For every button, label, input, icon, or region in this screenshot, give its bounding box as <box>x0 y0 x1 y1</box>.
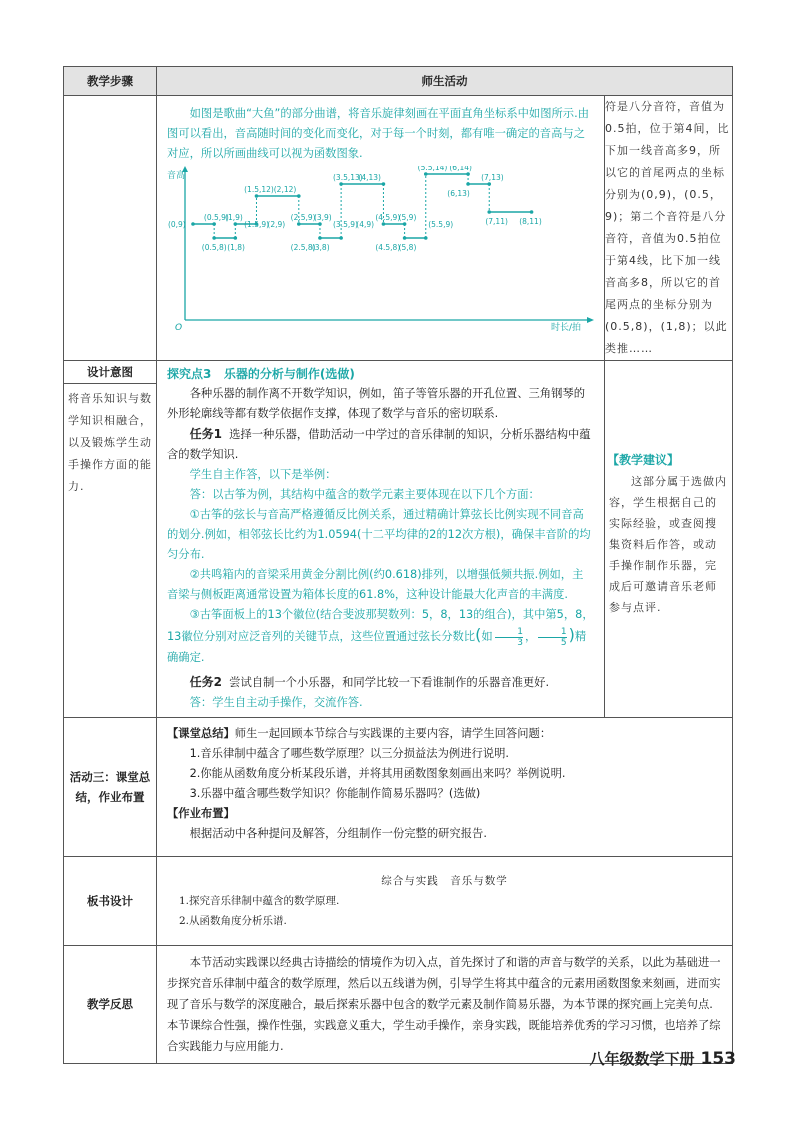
point-label-bottom: (3,8) <box>311 243 330 252</box>
board-line-2: 2.从函数角度分析乐谱. <box>179 914 287 927</box>
summary-intro: 师生一起回顾本节综合与实践课的主要内容，请学生回答问题： <box>234 726 552 740</box>
point-label-bottom: (1,8) <box>227 243 245 252</box>
point-label-top: (1.5,12) <box>244 185 274 194</box>
point-label-bottom: (2.5,8) <box>290 243 316 252</box>
fraction-1-3 <box>495 627 523 648</box>
suggestion-title: 【教学建议】 <box>607 453 680 467</box>
x-axis-arrow <box>587 317 594 323</box>
homework-text: 根据活动中各种提问及解答，分组制作一份完整的研究报告. <box>189 826 487 840</box>
exploration-title <box>167 364 594 384</box>
reflection-content <box>157 945 733 1063</box>
page-number: 153 <box>700 1049 736 1069</box>
point-label-top: (6,13) <box>447 189 470 198</box>
suggestion-text: 这部分属于选做内容，学生根据自己的实际经验，或查阅搜集资料后作答，或动手操作制作乐器，完成后可邀请音乐老师参与点评. <box>609 475 727 614</box>
board-label: 板书设计 <box>64 856 157 945</box>
point-label-top: (3.5,13) <box>333 173 363 182</box>
task2-label: 任务2 <box>189 674 222 689</box>
summary-line <box>167 724 722 744</box>
melody-point <box>530 210 534 214</box>
homework-title: 【作业布置】 <box>167 806 235 820</box>
row-reflection <box>64 945 733 1063</box>
book-title: 八年级数学下册 <box>589 1050 695 1068</box>
fraction-1-5 <box>538 627 566 648</box>
answer-point-3b: 精确确定. <box>167 630 587 664</box>
point-label-bottom: (0.5,8) <box>201 243 227 252</box>
point-label-bottom: (4,9) <box>356 220 375 229</box>
melody-chart <box>167 166 595 332</box>
task2-answer: 答：学生自主动手操作，交流作答. <box>189 695 363 709</box>
point-label-top: (4.5,9) <box>375 213 401 222</box>
point-label-top: (5,9) <box>398 213 417 222</box>
fraction-2-den: 5 <box>560 637 567 648</box>
summary-title: 【课堂总结】 <box>167 726 235 740</box>
task2-text: 尝试自制一个小乐器，和同学比较一下看谁制作的乐器音准更好. <box>229 675 550 689</box>
point-label-top: (8,11) <box>519 217 542 226</box>
header-steps: 教学步骤 <box>64 67 157 96</box>
summary-label: 活动三：课堂总结，作业布置 <box>64 717 157 856</box>
point-label-top: (7,13) <box>481 173 504 182</box>
point-label-top: (1,9) <box>225 213 243 222</box>
point-label-top: (0,9) <box>167 220 186 229</box>
task2 <box>167 672 594 693</box>
fraction-1-num: 1 <box>495 627 523 638</box>
point-label-bottom: (1.5,9) <box>244 220 270 229</box>
summary-content <box>157 717 733 856</box>
point-label-top: (0.5,9) <box>203 213 229 222</box>
row-melody <box>64 96 733 361</box>
point-label-top: (3,9) <box>313 213 332 222</box>
board-title: 综合与实践 音乐与数学 <box>381 874 508 887</box>
row1-content <box>157 96 605 361</box>
row1-side-note: 符是八分音符，音值为0.5拍，位于第4间，比下加一线音高多9，所以它的首尾两点的坐标分别为(0,9)，(0.5，9)；第二个音符是八分音符，音值为0.5拍位于第4线，比下加一线音高多8，所以它的首尾两点的坐标分别为(0.5,8)，(1,8)；以此类推…… <box>605 96 733 361</box>
exploration-para: 各种乐器的制作离不开数学知识，例如，笛子等管乐器的开孔位置、三角钢琴的外形轮廓线等都有数学依据作支撑，体现了数学与音乐的密切联系. <box>167 387 585 420</box>
row1-label <box>64 96 157 361</box>
x-axis-label: 时长/拍 <box>551 323 582 332</box>
answer-point-3a: ③古筝面板上的13个徽位(结合斐波那契数列：5，8，13的组合)，其中第5，8，13徽位分别对应泛音列的关键节点，这些位置通过弦长分数比 <box>167 608 594 643</box>
row2-left <box>64 361 157 718</box>
fraction-prefix: 如 <box>481 630 493 643</box>
point-label-bottom: (3.5,9) <box>333 220 358 229</box>
table-header <box>64 67 733 96</box>
header-activities: 师生活动 <box>157 67 733 96</box>
point-label-top: (7,11) <box>485 217 508 226</box>
task1-label: 任务1 <box>189 427 222 441</box>
exploration-heading: 乐器的分析与制作(选做) <box>223 367 355 381</box>
page-footer <box>589 1048 736 1069</box>
task1-text: 选择一种乐器，借助活动一中学过的音乐律制的知识，分析乐器结构中蕴含的数学知识. <box>167 428 591 461</box>
row2-side <box>605 361 733 718</box>
answer-point-1: ①古筝的弦长与音高严格遵循反比例关系，通过精确计算弦长比例实现不同音高的划分.例如，相邻弦长比约为1.0594(十二平均律的2的12次方根)，确保丰音阶的均匀分布. <box>167 508 591 561</box>
row-summary <box>64 717 733 856</box>
point-label-bottom: (5.5,9) <box>428 220 454 229</box>
point-label-top: (2.5,9) <box>290 213 316 222</box>
question-3: 3.乐器中蕴含哪些数学知识？你能制作简易乐器吗？(选做) <box>189 786 481 800</box>
answer-intro-a: 学生自主作答，以下是举例： <box>189 468 337 481</box>
row-board <box>64 856 733 945</box>
question-2: 2.你能从函数角度分析某段乐谱，并将其用函数图象刻画出来吗？举例说明. <box>189 766 566 780</box>
board-content <box>157 856 733 945</box>
melody-intro: 如图是歌曲“大鱼”的部分曲谱，将音乐旋律刻画在平面直角坐标系中如图所示.由图可以看出，音高随时间的变化而变化，对于每一个时刻，都有唯一确定的音高与之对应，所以所画曲线可以视为函数图象. <box>167 107 589 160</box>
design-intent-text: 将音乐知识与数学知识相融合，以及锻炼学生动手操作方面的能力. <box>68 392 152 493</box>
fraction-1-den: 3 <box>517 637 523 648</box>
point-label-top: (6,14) <box>449 166 472 172</box>
task1 <box>167 424 594 465</box>
origin-label: O <box>175 323 183 332</box>
answer-point-2: ②共鸣箱内的音梁采用黄金分割比例(约0.618)排列，以增强低频共振.例如，主音梁与侧板距离通常设置为箱体长度的61.8%，这种设计能最大化声音的丰满度. <box>167 568 584 601</box>
design-intent-label: 设计意图 <box>64 361 156 384</box>
point-label-bottom: (2,9) <box>267 220 286 229</box>
point-label-top: (4,13) <box>358 173 381 182</box>
row-exploration-3 <box>64 361 733 718</box>
answer-intro-b: 答：以古筝为例，其结构中蕴含的数学元素主要体现在以下几个方面： <box>189 488 540 501</box>
fraction-2-num: 1 <box>538 627 566 638</box>
melody-point <box>255 194 259 198</box>
reflection-text: 本节活动实践课以经典古诗描绘的情境作为切入点，首先探讨了和谐的声音与数学的关系，以此为基础进一步探究音乐律制中蕴含的数学原理，然后以五线谱为例，引导学生将其中蕴含的元素用函数图象来刻画，进而实现了音乐与数学的深度融合，最后探索乐器中包含的数学元素及制作简易乐器，为本节课的探究画上完美句点.本节课综合性强，操作性强，实践意义重大，学生动手操作，亲身实践，既能培养优秀的学习习惯，也培养了综合实践能力与应用能力. <box>167 955 721 1053</box>
point-label-top: (5.5,14) <box>417 166 448 172</box>
lesson-table <box>63 66 733 1064</box>
point-label-bottom: (5,8) <box>398 243 417 252</box>
point-label-bottom: (4.5,8) <box>375 243 401 252</box>
exploration-number: 探究点3 <box>167 367 212 381</box>
melody-point <box>191 222 195 226</box>
board-line-1: 1.探究音乐律制中蕴含的数学原理. <box>179 894 340 907</box>
melody-point <box>297 222 301 226</box>
reflection-label: 教学反思 <box>64 945 157 1063</box>
point-label-top: (2,12) <box>273 185 297 194</box>
y-axis-label: 音高 <box>167 171 186 181</box>
question-1: 1.音乐律制中蕴含了哪些数学原理？以三分损益法为例进行说明. <box>189 746 509 760</box>
answer-point-3: ③古筝面板上的13个徽位(结合斐波那契数列：5，8，13的组合)，其中第5，8，13徽位分别对应泛音列的关键节点，这些位置通过弦长分数比(如 $\frac{1}{3}$ ， $\frac{1}{5}$ )精确确定. <box>167 608 594 664</box>
row2-content <box>157 361 605 718</box>
